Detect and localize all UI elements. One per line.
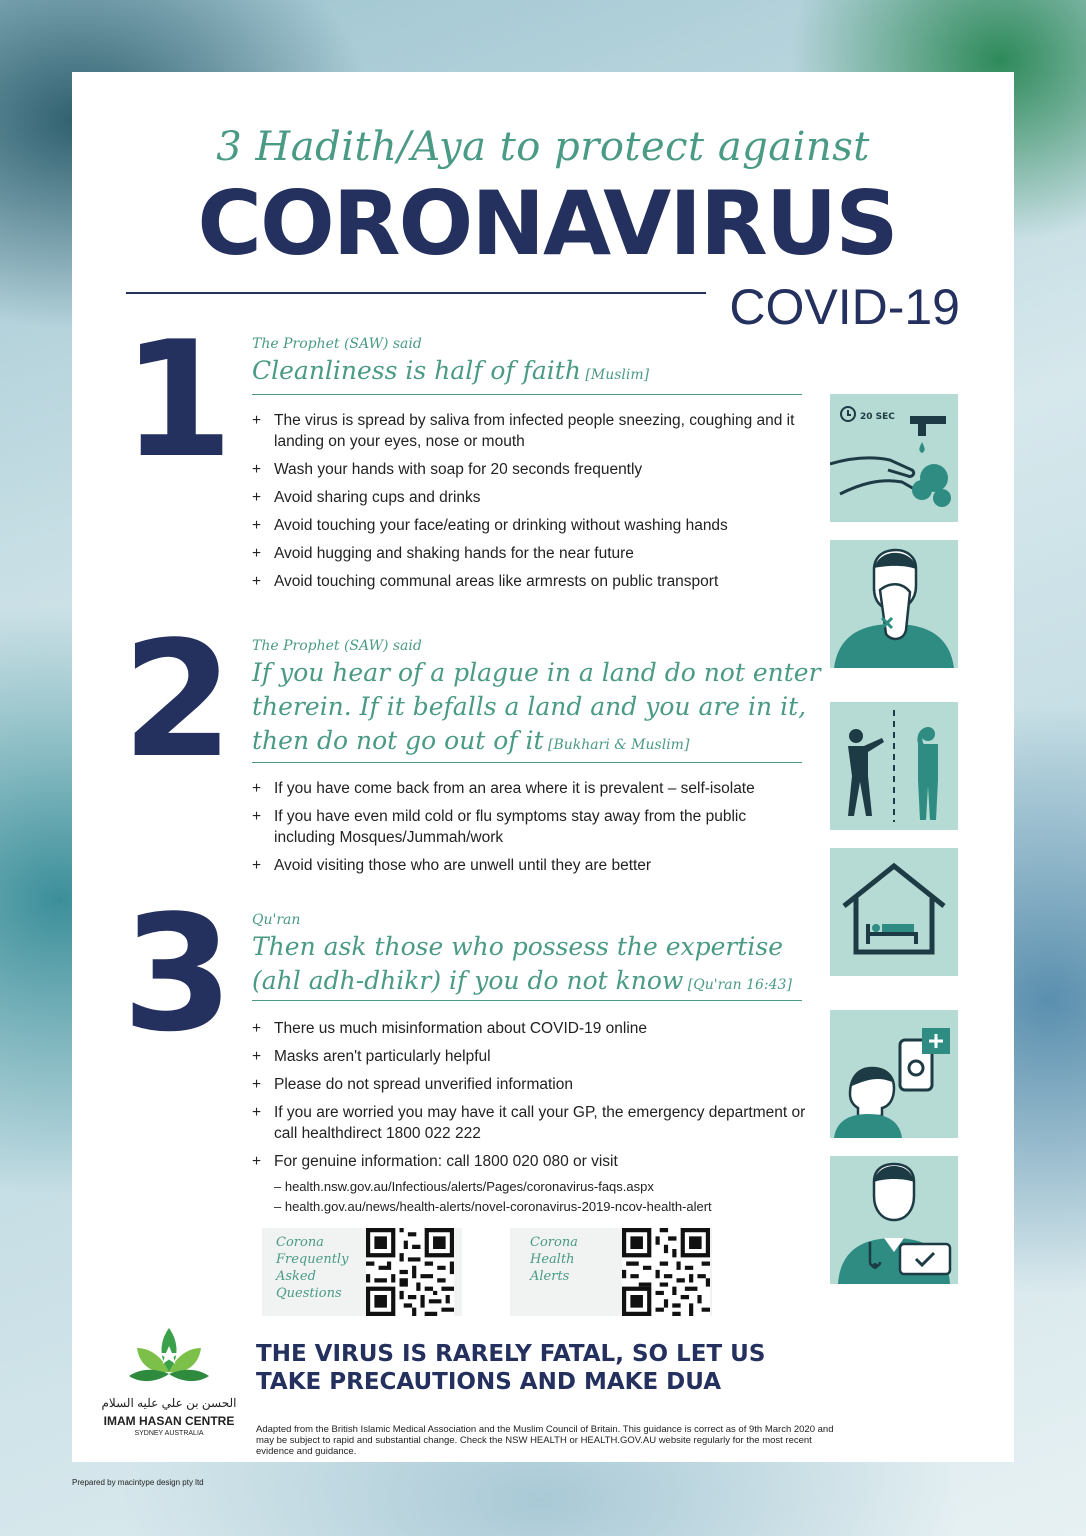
home-isolation-icon xyxy=(830,848,958,976)
hand-washing-tile xyxy=(830,394,958,522)
imam-hasan-centre-logo xyxy=(94,1324,244,1442)
bullet-text: Avoid touching your face/eating or drinking without washing hands xyxy=(274,517,728,534)
section-1-quote xyxy=(252,354,812,388)
poster-subtitle: 3 Hadith/Aya to protect against xyxy=(216,124,870,170)
covid-tag: COVID-19 xyxy=(729,279,960,335)
list-item xyxy=(252,806,772,848)
qr-faq-label: Corona Frequently Asked Questions xyxy=(276,1235,349,1301)
section-2-quote-line-2: therein. If it befalls a land and you are in it, xyxy=(252,692,807,721)
list-item xyxy=(252,1074,812,1095)
section-2-rule xyxy=(252,762,802,763)
bullet-symbol: + xyxy=(252,489,262,506)
list-item xyxy=(252,543,812,564)
cover-mouth-icon xyxy=(830,540,958,668)
bullet-symbol: + xyxy=(252,1020,262,1037)
section-3-quote xyxy=(252,930,832,998)
section-1-bullets xyxy=(252,410,812,599)
link-nsw-health[interactable]: – health.nsw.gov.au/Infectious/alerts/Pages/coronavirus-faqs.aspx xyxy=(274,1179,654,1194)
section-3-quote-line-2: (ahl adh-dhikr) if you do not know xyxy=(252,966,684,995)
section-3-number: 3 xyxy=(122,880,234,1067)
bullet-text: If you have even mild cold or flu symptoms stay away from the public including Mosques/Jummah/work xyxy=(274,808,747,846)
bullet-text: There us much misinformation about COVID-19 online xyxy=(274,1020,648,1037)
prepared-by-credit: Prepared by macintype design pty ltd xyxy=(72,1478,204,1487)
bullet-symbol: + xyxy=(252,573,262,590)
qr-alerts-box[interactable] xyxy=(510,1228,712,1316)
bullet-symbol: + xyxy=(252,517,262,534)
section-3-bullets xyxy=(252,1018,812,1172)
bullet-text: Avoid touching communal areas like armrests on public transport xyxy=(274,573,719,590)
footer-disclaimer: Adapted from the British Islamic Medical Association and the Muslim Council of Britain. This guidance is correct as of 9th March 2020 and may be subject to rapid and substantial change. Check the NSW HEALTH or HEALTH.GOV.AU website regularly for the most recent evidence and guidance. xyxy=(256,1424,834,1457)
list-item xyxy=(252,1102,812,1144)
section-3-attribution: Qu'ran xyxy=(252,912,301,928)
bullet-symbol: + xyxy=(252,461,262,478)
bullet-text: The virus is spread by saliva from infected people sneezing, coughing and it landing on your eyes, nose or mouth xyxy=(274,412,795,450)
link-health-gov[interactable]: – health.gov.au/news/health-alerts/novel-coronavirus-2019-ncov-health-alert xyxy=(274,1199,712,1214)
bullet-text: If you are worried you may have it call your GP, the emergency department or call healthdirect 1800 022 222 xyxy=(274,1104,806,1142)
bullet-symbol: + xyxy=(252,1048,262,1065)
section-3-rule xyxy=(252,1000,802,1001)
bullet-text: Avoid visiting those who are unwell until they are better xyxy=(274,857,652,874)
phone-doctor-tile xyxy=(830,1010,958,1138)
section-2-quote xyxy=(252,656,832,758)
qr-code-icon[interactable] xyxy=(366,1228,454,1316)
bullet-text: Avoid sharing cups and drinks xyxy=(274,489,481,506)
list-item xyxy=(252,571,812,592)
list-item xyxy=(252,487,812,508)
distancing-tile xyxy=(830,702,958,830)
home-isolation-tile xyxy=(830,848,958,976)
footer-headline xyxy=(256,1340,816,1396)
section-2-bullets xyxy=(252,778,772,883)
list-item xyxy=(252,515,812,536)
poster xyxy=(72,72,1014,1462)
doctor-icon xyxy=(830,1156,958,1284)
hand-washing-icon xyxy=(830,394,958,522)
bullet-symbol: + xyxy=(252,1153,262,1170)
section-2-number: 2 xyxy=(122,606,234,793)
info-links xyxy=(252,1177,812,1217)
qr-code-icon[interactable] xyxy=(622,1228,710,1316)
list-item xyxy=(252,459,812,480)
bullet-text: Avoid hugging and shaking hands for the near future xyxy=(274,545,634,562)
section-2-quote-line-1: If you hear of a plague in a land do not enter xyxy=(252,658,821,687)
footer-headline-line-1: THE VIRUS IS RARELY FATAL, SO LET US xyxy=(256,1341,766,1367)
bullet-symbol: + xyxy=(252,1104,262,1121)
section-1-attribution: The Prophet (SAW) said xyxy=(252,336,422,352)
list-item xyxy=(252,1046,812,1067)
lotus-logo-icon xyxy=(127,1324,211,1394)
bullet-text: Masks aren't particularly helpful xyxy=(274,1048,491,1065)
bullet-symbol: + xyxy=(252,857,262,874)
section-2-attribution: The Prophet (SAW) said xyxy=(252,638,422,654)
list-item xyxy=(252,778,772,799)
bullet-symbol: + xyxy=(252,1076,262,1093)
section-3-quote-line-1: Then ask those who possess the expertise xyxy=(252,932,784,961)
bullet-text: Please do not spread unverified information xyxy=(274,1076,573,1093)
section-3-reference: [Qu'ran 16:43] xyxy=(687,977,792,993)
poster-title: CORONAVIRUS xyxy=(197,172,897,275)
bullet-text: If you have come back from an area where it is prevalent – self-isolate xyxy=(274,780,755,797)
cover-mouth-tile xyxy=(830,540,958,668)
phone-doctor-icon xyxy=(830,1010,958,1138)
section-1-rule xyxy=(252,394,802,395)
bullet-symbol: + xyxy=(252,545,262,562)
logo-arabic-text: الحسن بن علي عليه السلام xyxy=(101,1396,237,1410)
list-item xyxy=(252,1151,812,1172)
bullet-symbol: + xyxy=(252,780,262,797)
list-item xyxy=(252,855,772,876)
section-3-content xyxy=(252,1018,812,1217)
title-divider xyxy=(126,292,706,294)
bullet-text: Wash your hands with soap for 20 seconds frequently xyxy=(274,461,643,478)
distancing-icon xyxy=(830,702,958,830)
section-2-quote-line-3: then do not go out of it xyxy=(252,726,544,755)
logo-name: IMAM HASAN CENTRE xyxy=(103,1414,235,1428)
bullet-symbol: + xyxy=(252,808,262,825)
bullet-text: For genuine information: call 1800 020 080 or visit xyxy=(274,1153,618,1170)
qr-alerts-label: Corona Health Alerts xyxy=(530,1235,578,1284)
bullet-symbol: + xyxy=(252,412,262,429)
section-2-reference: [Bukhari & Muslim] xyxy=(548,737,690,753)
footer-headline-line-2: TAKE PRECAUTIONS AND MAKE DUA xyxy=(256,1369,722,1395)
list-item xyxy=(252,1018,812,1039)
list-item xyxy=(252,410,812,452)
timer-label: 20 SEC xyxy=(860,412,895,422)
section-1-quote-text: Cleanliness is half of faith xyxy=(252,356,581,385)
logo-location: SYDNEY AUSTRALIA xyxy=(134,1430,204,1437)
qr-faq-box[interactable] xyxy=(262,1228,462,1316)
doctor-tile xyxy=(830,1156,958,1284)
section-1-number: 1 xyxy=(122,306,234,493)
section-1-reference: [Muslim] xyxy=(585,367,650,383)
